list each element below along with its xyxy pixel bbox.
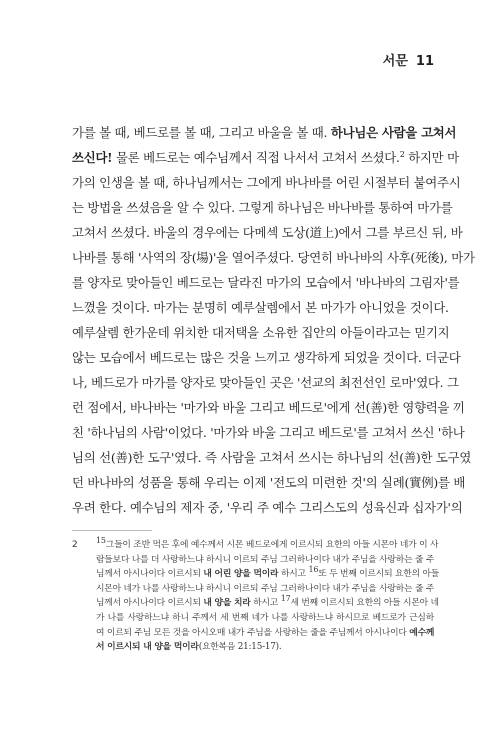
text-run: 시몬아 네가 나를 사랑하느냐 하시니 이르되 주님 그러하나이다 내가 주님을 사랑하는 줄 주 <box>96 583 435 594</box>
text-run: 예루살렘 한가운데 위치한 대저택을 소유한 집안의 아들이라고는 믿기지 <box>72 325 450 340</box>
text-run: 가 나를 사랑하느냐 하니 주께서 세 번째 네가 나를 사랑하느냐 하시므로 베드로가 근심하 <box>96 612 434 623</box>
footnote-line <box>96 594 439 611</box>
body-line <box>72 420 465 445</box>
bold-text-run: 쓰신다! <box>72 150 113 165</box>
bold-text-run: 하나님은 사람을 고쳐서 <box>330 125 457 140</box>
body-line <box>72 470 466 495</box>
bold-text-run: 예수께 <box>409 627 435 638</box>
body-line <box>72 395 465 420</box>
running-header <box>383 50 434 69</box>
page-number: 11 <box>415 54 434 69</box>
text-run: (요한복음 21:15-17). <box>198 642 282 653</box>
text-run: 를 양자로 맞아들인 베드로는 달라진 마가의 모습에서 '바나바의 그림자'를 <box>72 275 460 290</box>
body-line <box>72 120 457 145</box>
text-run: 물론 베드로는 예수님께서 직접 나서서 고쳐서 쓰셨다. <box>112 150 400 165</box>
body-text <box>72 120 475 520</box>
footnote-marker: 2 <box>72 540 78 550</box>
text-run: 나, 베드로가 마가를 양자로 맞아들인 곳은 '선교의 최전선인 로마'였다. 그 <box>72 375 459 390</box>
text-run: 세 번째 이르시되 요한의 아들 시몬아 네 <box>290 598 439 609</box>
body-line <box>72 195 453 220</box>
text-run: 가를 볼 때, 베드로를 볼 때, 그리고 바울을 볼 때. <box>72 125 331 140</box>
body-line <box>72 170 461 195</box>
footnote-line <box>96 553 434 568</box>
text-run: 여 이르되 주님 모든 것을 아시오매 내가 주님을 사랑하는 줄을 주님께서 아시나이다 <box>96 627 410 638</box>
body-line <box>72 270 460 295</box>
footnote <box>72 536 440 655</box>
text-run: 님의 선(善)한 도구'였다. 즉 사람을 고쳐서 쓰시는 하나님의 선(善)한 도구였 <box>72 450 472 465</box>
bold-text-run: 내 어린 양을 먹이라 <box>203 569 279 580</box>
body-line <box>72 145 459 170</box>
text-run: 하시고 <box>278 569 309 580</box>
body-line <box>72 495 463 520</box>
footnote-line <box>96 536 439 553</box>
body-line <box>72 320 450 345</box>
body-line <box>72 370 459 395</box>
text-run: 친 '하나님의 사람'이었다. '마가와 바울 그리고 베드로'를 고쳐서 쓰신 '하나 <box>72 425 465 440</box>
footnote-text <box>96 536 440 655</box>
text-run: 는 방법을 쓰셨음을 알 수 있다. 그렇게 하나님은 바나바를 통하여 마가를 <box>72 200 453 215</box>
footnote-line <box>96 565 440 582</box>
text-run: 고쳐서 쓰셨다. 바울의 경우에는 다메섹 도상(道上)에서 그를 부르신 뒤, 바 <box>72 225 463 240</box>
text-run: 하시고 <box>250 598 281 609</box>
text-run: 런 점에서, 바나바는 '마가와 바울 그리고 베드로'에게 선(善)한 영향력을 끼 <box>72 400 465 415</box>
text-run: 나바를 통해 '사역의 장(場)'을 열어주셨다. 당연히 바나바의 사후(死後), 마가 <box>72 250 475 265</box>
footnote-line <box>96 582 434 597</box>
text-run: 않는 모습에서 베드로는 많은 것을 느끼고 생각하게 되었을 것이다. 더군다 <box>72 350 461 365</box>
footnote-divider <box>72 530 152 531</box>
text-run: 던 바나바의 성품을 통해 우리는 이제 '전도의 미련한 것'의 실례(實例)를 배 <box>72 475 466 490</box>
text-run: 가의 인생을 볼 때, 하나님께서는 그에게 바나바를 어린 시절부터 붙여주시 <box>72 175 461 190</box>
body-line <box>72 220 463 245</box>
superscript-number: 15 <box>96 536 106 546</box>
text-run: 람들보다 나를 더 사랑하느냐 하시니 이르되 주님 그러하나이다 내가 주님을 사랑하는 줄 주 <box>96 554 435 565</box>
bold-text-run: 서 이르시되 내 양을 먹이라 <box>96 642 199 653</box>
text-run: 또 두 번째 이르시되 요한의 아들 <box>318 569 440 580</box>
superscript-number: 16 <box>308 565 319 575</box>
text-run: 느꼈을 것이다. 마가는 분명히 예루살렘에서 본 마가가 아니었을 것이다. <box>72 300 449 315</box>
text-run: 그들이 조반 먹은 후에 예수께서 시몬 베드로에게 이르시되 요한의 아들 시몬아 네가 이 사 <box>105 540 439 550</box>
text-run: 님께서 아시나이다 이르시되 <box>96 569 204 580</box>
footnote-line <box>96 611 434 626</box>
text-run: 우려 한다. 예수님의 제자 중, '우리 주 예수 그리스도의 성육신과 십자가'의 <box>72 500 463 515</box>
text-run: 님께서 아시나이다 이르시되 <box>96 598 204 609</box>
superscript-number: 2 <box>399 149 405 159</box>
text-run: 하지만 마 <box>404 150 459 165</box>
bold-text-run: 내 양을 치라 <box>203 598 251 609</box>
superscript-number: 17 <box>280 594 291 604</box>
section-title: 서문 <box>382 54 408 69</box>
body-line <box>72 295 449 320</box>
body-line <box>72 245 475 270</box>
footnote-line <box>96 626 434 641</box>
footnote-line <box>96 640 434 655</box>
body-line <box>72 345 461 370</box>
body-line <box>72 445 472 470</box>
